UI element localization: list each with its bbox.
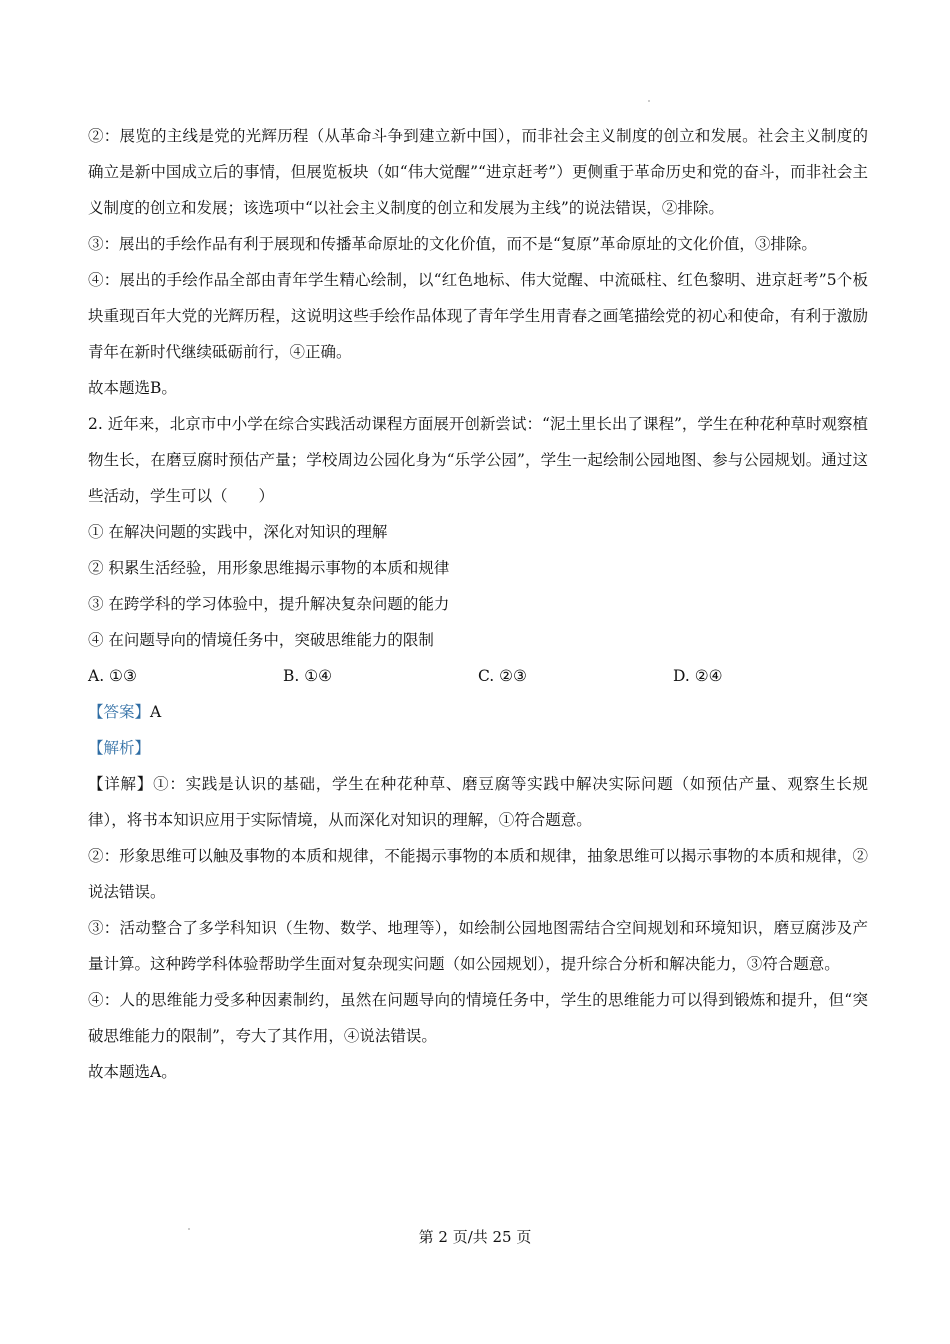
conclusion-q1: 故本题选B。 <box>88 379 177 397</box>
answer-value: A <box>150 703 162 721</box>
page-content <box>88 118 868 1090</box>
detail-4: ④：人的思维能力受多种因素制约，虽然在问题导向的情境任务中，学生的思维能力可以得到锻炼和提升，但“突破思维能力的限制”，夸大了其作用，④说法错误。 <box>88 991 868 1045</box>
option-a: A. ①③ <box>88 667 137 685</box>
answer-line <box>88 694 868 730</box>
option-b: B. ①④ <box>283 667 333 685</box>
detail-2: ②：形象思维可以触及事物的本质和规律，不能揭示事物的本质和规律，抽象思维可以揭示事物的本质和规律，②说法错误。 <box>88 847 868 901</box>
statement-1: ① 在解决问题的实践中，深化对知识的理解 <box>88 523 388 541</box>
statement-4: ④ 在问题导向的情境任务中，突破思维能力的限制 <box>88 631 434 649</box>
option-c: C. ②③ <box>478 667 527 685</box>
detail-1 <box>88 766 868 838</box>
scan-mark <box>648 100 650 102</box>
detail-3: ③：活动整合了多学科知识（生物、数学、地理等），如绘制公园地图需结合空间规划和环境知识，磨豆腐涉及产量计算。这种跨学科体验帮助学生面对复杂现实问题（如公园规划），提升综合分析和解决能力，③符合题意。 <box>88 919 868 973</box>
explanation-option-2: ②：展览的主线是党的光辉历程（从革命斗争到建立新中国），而非社会主义制度的创立和发展。社会主义制度的确立是新中国成立后的事情，但展览板块（如“伟大觉醒”“进京赶考”）更侧重于革命历史和党的奋斗，而非社会主义制度的创立和发展；该选项中“以社会主义制度的创立和发展为主线”的说法错误，②排除。 <box>88 127 868 217</box>
explanation-option-4: ④：展出的手绘作品全部由青年学生精心绘制，以“红色地标、伟大觉醒、中流砥柱、红色黎明、进京赶考”5个板块重现百年大党的光辉历程，这说明这些手绘作品体现了青年学生用青春之画笔描绘党的初心和使命，有利于激励青年在新时代继续砥砺前行，④正确。 <box>88 271 868 361</box>
statement-2: ② 积累生活经验，用形象思维揭示事物的本质和规律 <box>88 559 450 577</box>
analysis-tag: 【解析】 <box>88 739 151 757</box>
detail-tag: 【详解】 <box>88 775 154 793</box>
option-d: D. ②④ <box>673 667 723 685</box>
statement-3: ③ 在跨学科的学习体验中，提升解决复杂问题的能力 <box>88 595 450 613</box>
question-2-stem: 2. 近年来，北京市中小学在综合实践活动课程方面展开创新尝试：“泥土里长出了课程”，学生在种花种草时观察植物生长，在磨豆腐时预估产量；学校周边公园化身为“乐学公园”，学生一起绘制公园地图、参与公园规划。通过这些活动，学生可以（ ） <box>88 415 868 505</box>
page-footer: 第 2 页/共 25 页 <box>418 1228 532 1246</box>
answer-tag: 【答案】 <box>88 703 151 721</box>
answer-options <box>88 658 868 694</box>
detail-1-text: ①：实践是认识的基础，学生在种花种草、磨豆腐等实践中解决实际问题（如预估产量、观察生长规律），将书本知识应用于实际情境，从而深化对知识的理解，①符合题意。 <box>88 775 868 829</box>
analysis-line <box>88 730 868 766</box>
conclusion-q2: 故本题选A。 <box>88 1063 177 1081</box>
explanation-option-3: ③：展出的手绘作品有利于展现和传播革命原址的文化价值，而不是“复原”革命原址的文化价值，③排除。 <box>88 235 817 253</box>
